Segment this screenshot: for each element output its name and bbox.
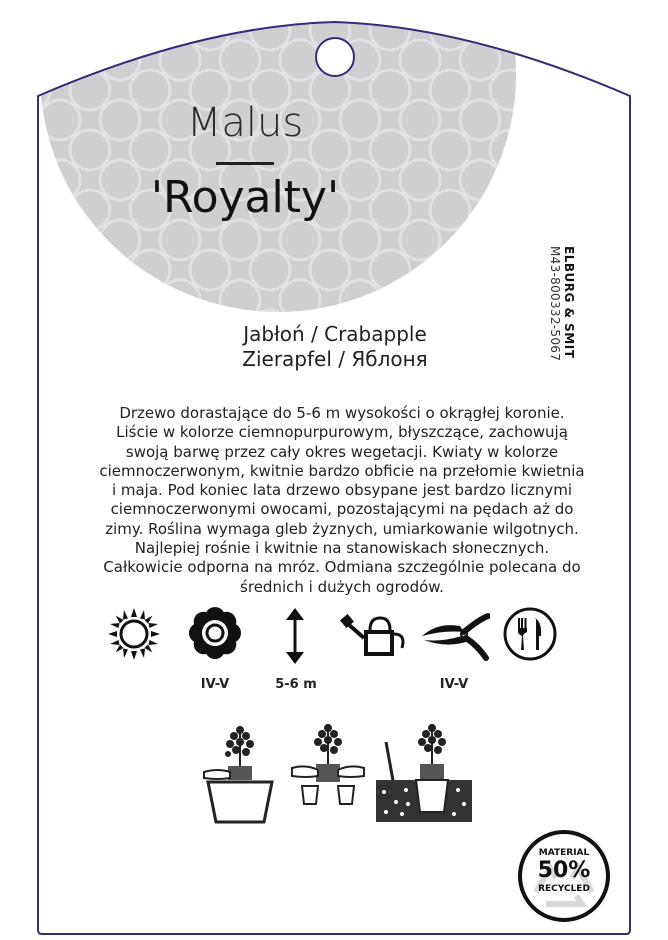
description-line: Całkowicie odporna na mróz. Odmiana szczególnie polecana do: [103, 558, 581, 577]
description: [74, 404, 610, 597]
common-name-line: Jabłoń / Crabapple: [243, 322, 427, 346]
recycled-material-badge: [516, 828, 612, 924]
genus-name: Malus: [186, 100, 304, 146]
description-line: ciemnoczerwonym, kwitnie bardzo obficie na przełomie kwietnia: [99, 461, 585, 480]
planting-step-soak-icon: [200, 716, 280, 824]
common-name-line: Zierapfel / Яблоня: [242, 347, 428, 371]
description-line: Drzewo dorastające do 5-6 m wysokości o okrągłej koronie.: [119, 404, 565, 422]
description-line: zimy. Roślina wymaga gleb żyznych, umiarkowanie wilgotnych.: [105, 519, 579, 538]
height-label: 5-6 m: [275, 677, 317, 692]
brand-name: ELBURG & SMIT: [562, 246, 576, 359]
title-divider: [216, 162, 274, 165]
recycled-line1: MATERIAL: [538, 848, 590, 858]
pruning-shears-icon: [420, 612, 490, 662]
height-arrow-icon: [282, 608, 308, 664]
sun-icon: [106, 606, 162, 662]
description-line: Liście w kolorze ciemnopurpurowym, błyszczące, zachowują: [116, 423, 568, 442]
description-line: ciemnoczerwonymi owocami, pozostającymi na pędach aż do: [110, 500, 574, 519]
fork-knife-icon: [502, 606, 558, 662]
pruning-period-label: IV-V: [439, 677, 469, 692]
planting-step-remove-pot-icon: [288, 716, 368, 824]
hanging-hole: [316, 38, 354, 76]
watering-can-icon: [340, 612, 408, 660]
common-names: [120, 322, 550, 372]
product-code: M43-800332-5067: [548, 246, 562, 362]
description-line: średnich i dużych ogrodów.: [240, 577, 444, 596]
description-line: Najlepiej rośnie i kwitnie na stanowiskach słonecznych.: [134, 539, 550, 558]
recycled-line2: RECYCLED: [538, 884, 590, 894]
planting-step-plant-icon: [372, 716, 472, 824]
description-line: swoją barwę przez cały okres wegetacji. Kwiaty w kolorze: [125, 442, 559, 461]
description-line: i maja. Pod koniec lata drzewo obsypane jest bardzo licznymi: [111, 481, 573, 500]
recycled-percent: 50%: [537, 858, 591, 883]
flowering-period-label: IV-V: [200, 677, 230, 692]
flower-icon: [188, 606, 242, 660]
cultivar-name: 'Royalty': [150, 172, 340, 223]
brand-block: [548, 246, 576, 396]
